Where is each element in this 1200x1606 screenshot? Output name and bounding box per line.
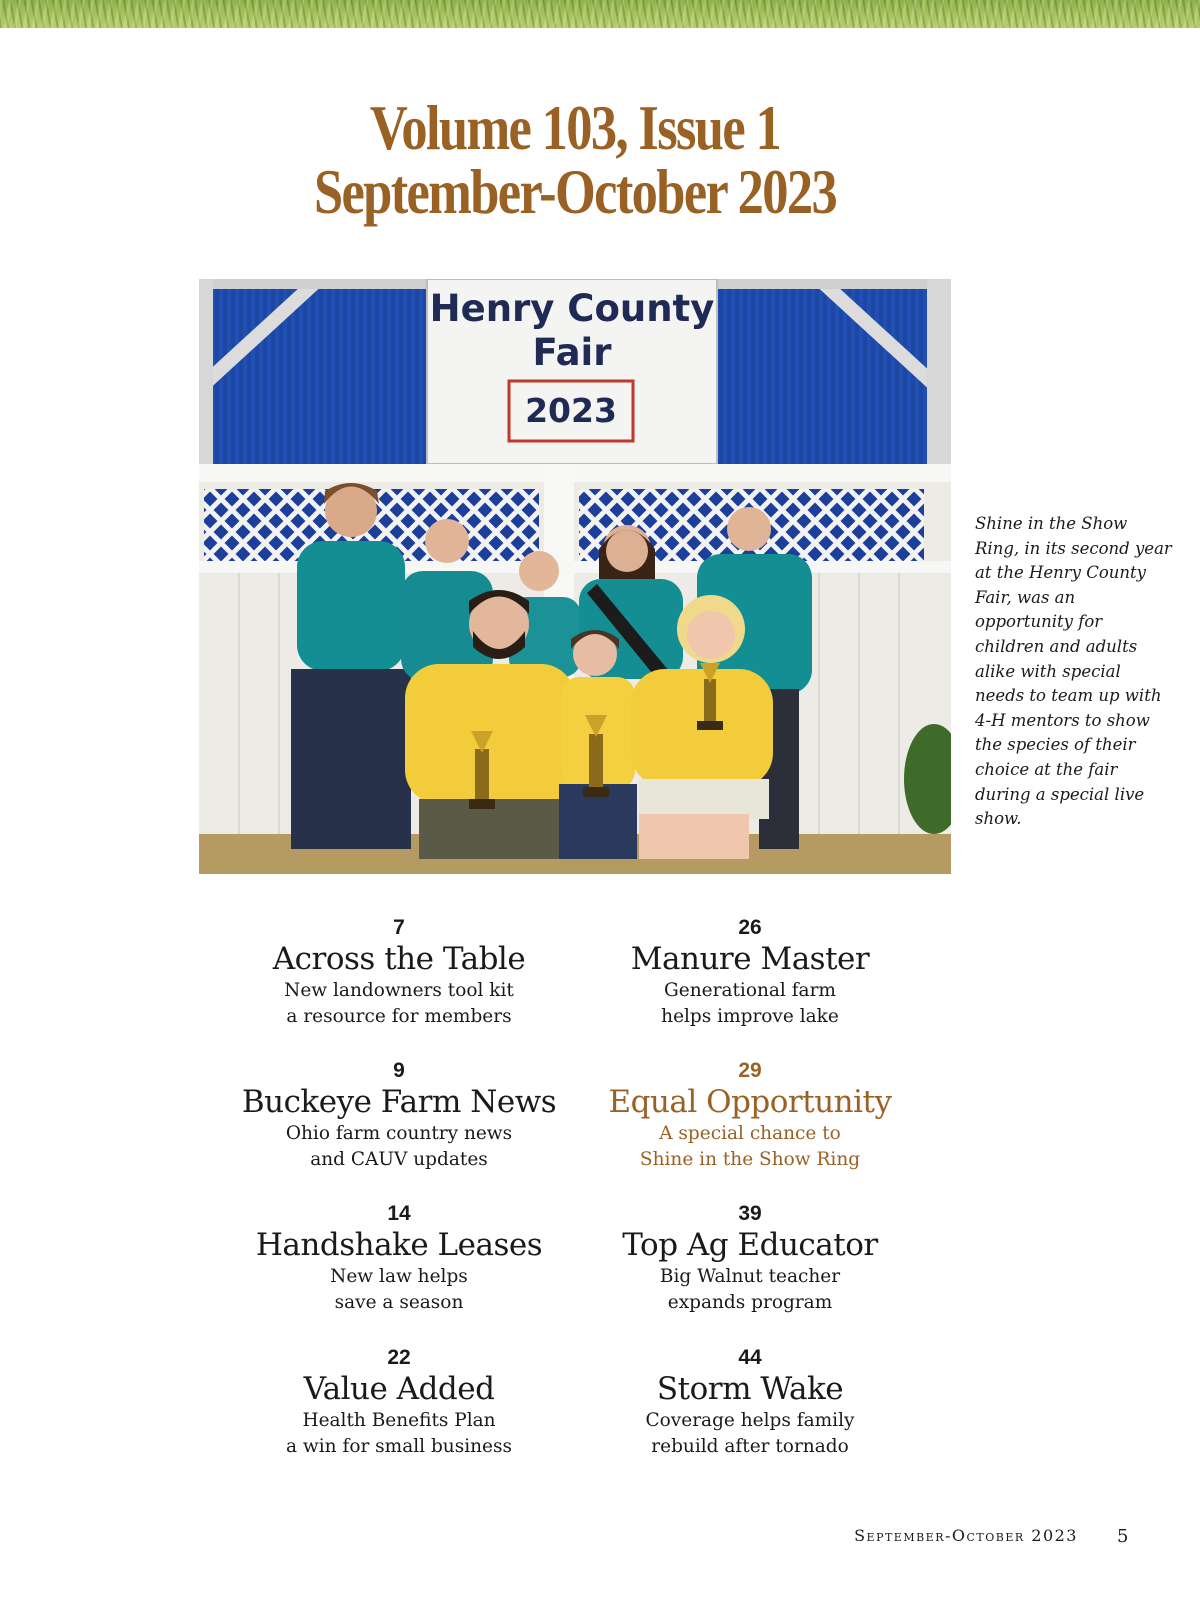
toc-title: Value Added [303, 1371, 495, 1407]
toc-item-handshake-leases[interactable] [219, 1202, 579, 1316]
fair-sign [427, 279, 717, 464]
toc-desc-line1: New landowners tool kit [284, 980, 514, 1001]
toc-item-value-added[interactable] [219, 1346, 579, 1460]
volume-issue-heading: Volume 103, Issue 1 [369, 92, 781, 163]
toc-desc-line2: helps improve lake [661, 1006, 839, 1027]
toc-item-buckeye-farm-news[interactable] [219, 1059, 579, 1173]
footer-page-number: 5 [1117, 1526, 1129, 1547]
right-post [927, 279, 951, 469]
toc-desc-line2: Shine in the Show Ring [639, 1149, 861, 1170]
toc-title: Across the Table [272, 941, 526, 977]
toc-desc-line1: Ohio farm country news [285, 1123, 513, 1144]
toc-desc-line1: Generational farm [664, 980, 836, 1001]
toc-page-number: 44 [738, 1346, 762, 1369]
cover-photo [199, 279, 951, 874]
toc-page-number: 7 [393, 916, 405, 939]
toc-desc-line1: Big Walnut teacher [659, 1266, 841, 1287]
photo-caption: Shine in the Show Ring, in its second year at the Henry County Fair, was an opportunity for children and adults alike with special needs to team up with 4-H mentors to show the species of their choice at the fair during a special live show. [975, 514, 1172, 829]
toc-page-number: 26 [738, 916, 762, 939]
toc-item-equal-opportunity[interactable] [570, 1059, 930, 1173]
toc-desc-line1: Coverage helps family [645, 1410, 855, 1431]
toc-title: Manure Master [630, 941, 870, 977]
toc-page-number: 14 [387, 1202, 411, 1225]
toc-page-number: 9 [393, 1059, 405, 1082]
toc-item-manure-master[interactable] [570, 916, 930, 1030]
toc-title: Top Ag Educator [622, 1227, 878, 1263]
issue-date-heading: September-October 2023 [313, 156, 837, 227]
toc-item-across-the-table[interactable] [219, 916, 579, 1030]
toc-desc-line2: expands program [667, 1292, 833, 1313]
toc-item-storm-wake[interactable] [570, 1346, 930, 1460]
toc-title: Storm Wake [656, 1371, 844, 1407]
toc-desc-line2: and CAUV updates [310, 1149, 488, 1170]
toc-desc-line2: save a season [334, 1292, 464, 1313]
footer-issue-date: September-October 2023 [854, 1526, 1078, 1545]
toc-title: Handshake Leases [255, 1227, 543, 1263]
issue-masthead [0, 92, 1150, 227]
header-grass-strip [0, 0, 1200, 28]
toc-page-number: 29 [738, 1059, 762, 1082]
toc-desc-line1: A special chance to [659, 1123, 841, 1144]
toc-title: Buckeye Farm News [241, 1084, 557, 1120]
sign-year: 2023 [525, 391, 617, 430]
toc-item-top-ag-educator[interactable] [570, 1202, 930, 1316]
toc-desc-line1: Health Benefits Plan [302, 1410, 496, 1431]
left-post [199, 279, 213, 469]
toc-desc-line2: rebuild after tornado [651, 1436, 849, 1457]
toc-title: Equal Opportunity [608, 1084, 892, 1120]
toc-desc-line2: a win for small business [286, 1436, 512, 1457]
sign-subtitle: Fair [532, 331, 612, 374]
sign-title: Henry County [429, 287, 715, 330]
toc-desc-line2: a resource for members [286, 1006, 512, 1027]
toc-desc-line1: New law helps [330, 1266, 468, 1287]
toc-page-number: 39 [738, 1202, 762, 1225]
toc-page-number: 22 [387, 1346, 411, 1369]
